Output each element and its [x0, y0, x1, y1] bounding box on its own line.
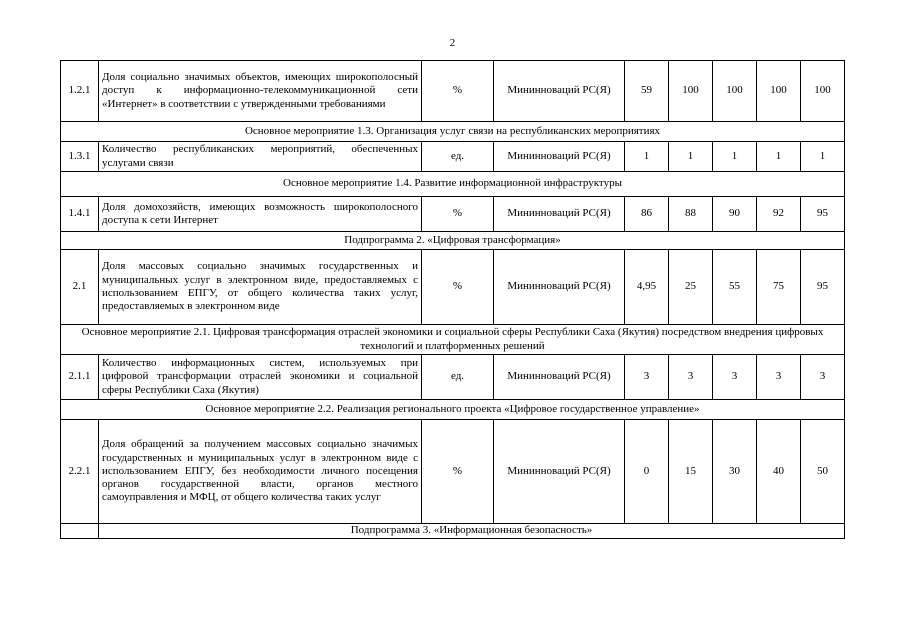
section-heading-row [61, 400, 845, 420]
row-number: 2.1 [61, 250, 99, 325]
section-heading-row [61, 172, 845, 197]
indicator-name: Доля социально значимых объектов, имеющих широкополосный доступ к информационно-телекоммуникационной сети «Интернет» в соответствии с утвержденными требованиями [99, 61, 422, 122]
row-number: 2.1.1 [61, 355, 99, 400]
indicator-value: 1 [757, 142, 801, 172]
indicator-value: 95 [801, 197, 845, 232]
indicator-value: 1 [801, 142, 845, 172]
responsible-organization: Мининноваций РС(Я) [494, 250, 625, 325]
indicator-value: 50 [801, 420, 845, 524]
responsible-organization: Мининноваций РС(Я) [494, 355, 625, 400]
section-heading-row [61, 122, 845, 142]
indicators-table [60, 60, 845, 539]
indicator-row [61, 142, 845, 172]
responsible-organization: Мининноваций РС(Я) [494, 61, 625, 122]
responsible-organization: Мининноваций РС(Я) [494, 142, 625, 172]
indicator-row [61, 355, 845, 400]
responsible-organization: Мининноваций РС(Я) [494, 197, 625, 232]
indicator-value: 30 [713, 420, 757, 524]
indicator-value: 55 [713, 250, 757, 325]
indicator-value: 95 [801, 250, 845, 325]
unit-of-measure: % [422, 197, 494, 232]
indicator-value: 100 [713, 61, 757, 122]
indicator-name: Количество республиканских мероприятий, обеспеченных услугами связи [99, 142, 422, 172]
unit-of-measure: ед. [422, 142, 494, 172]
indicator-value: 1 [625, 142, 669, 172]
indicator-name: Доля массовых социально значимых государственных и муниципальных услуг в электронном виде, предоставляемых с использованием ЕПГУ, от общего количества таких услуг, предоставляемых в электронном виде [99, 250, 422, 325]
indicator-value: 0 [625, 420, 669, 524]
page-number: 2 [449, 37, 456, 49]
unit-of-measure: % [422, 61, 494, 122]
indicator-name: Количество информационных систем, используемых при цифровой трансформации отраслей экономики и социальной сферы Республики Саха (Якутия) [99, 355, 422, 400]
indicator-value: 1 [713, 142, 757, 172]
indicator-value: 4,95 [625, 250, 669, 325]
row-number: 2.2.1 [61, 420, 99, 524]
indicator-value: 90 [713, 197, 757, 232]
indicator-value: 92 [757, 197, 801, 232]
section-heading: Подпрограмма 2. «Цифровая трансформация» [61, 232, 845, 250]
indicator-value: 25 [669, 250, 713, 325]
section-heading: Основное мероприятие 2.1. Цифровая трансформация отраслей экономики и социальной сферы Республики Саха (Якутия) посредством внедрения цифровых технологий и платформенных решений [61, 325, 845, 355]
indicator-value: 1 [669, 142, 713, 172]
section-heading: Основное мероприятие 2.2. Реализация регионального проекта «Цифровое государственное управление» [61, 400, 845, 420]
indicator-value: 3 [713, 355, 757, 400]
indicator-value: 100 [757, 61, 801, 122]
indicator-value: 3 [669, 355, 713, 400]
indicator-row [61, 61, 845, 122]
row-number: 1.3.1 [61, 142, 99, 172]
section-heading-row [61, 232, 845, 250]
indicator-value: 86 [625, 197, 669, 232]
indicator-value: 100 [669, 61, 713, 122]
indicator-value: 75 [757, 250, 801, 325]
indicator-value: 3 [625, 355, 669, 400]
indicator-value: 3 [757, 355, 801, 400]
row-number: 1.4.1 [61, 197, 99, 232]
indicator-value: 40 [757, 420, 801, 524]
responsible-organization: Мининноваций РС(Я) [494, 420, 625, 524]
unit-of-measure: % [422, 250, 494, 325]
indicator-value: 59 [625, 61, 669, 122]
indicator-name: Доля домохозяйств, имеющих возможность широкополосного доступа к сети Интернет [99, 197, 422, 232]
subprogram-heading-row [61, 524, 845, 539]
indicator-value: 100 [801, 61, 845, 122]
unit-of-measure: % [422, 420, 494, 524]
indicator-row [61, 250, 845, 325]
indicator-value: 88 [669, 197, 713, 232]
unit-of-measure: ед. [422, 355, 494, 400]
indicator-value: 15 [669, 420, 713, 524]
indicator-value: 3 [801, 355, 845, 400]
section-heading: Основное мероприятие 1.4. Развитие информационной инфраструктуры [61, 172, 845, 197]
section-heading: Основное мероприятие 1.3. Организация услуг связи на республиканских мероприятиях [61, 122, 845, 142]
empty-cell [61, 524, 99, 539]
indicator-row [61, 420, 845, 524]
row-number: 1.2.1 [61, 61, 99, 122]
section-heading-row [61, 325, 845, 355]
indicator-name: Доля обращений за получением массовых социально значимых государственных и муниципальных услуг в электронном виде с использованием ЕПГУ, без необходимости личного посещения органов государственной власти, органов местного самоуправления и МФЦ, от общего количества таких услуг [99, 420, 422, 524]
indicator-row [61, 197, 845, 232]
subprogram-heading: Подпрограмма 3. «Информационная безопасность» [99, 524, 845, 539]
